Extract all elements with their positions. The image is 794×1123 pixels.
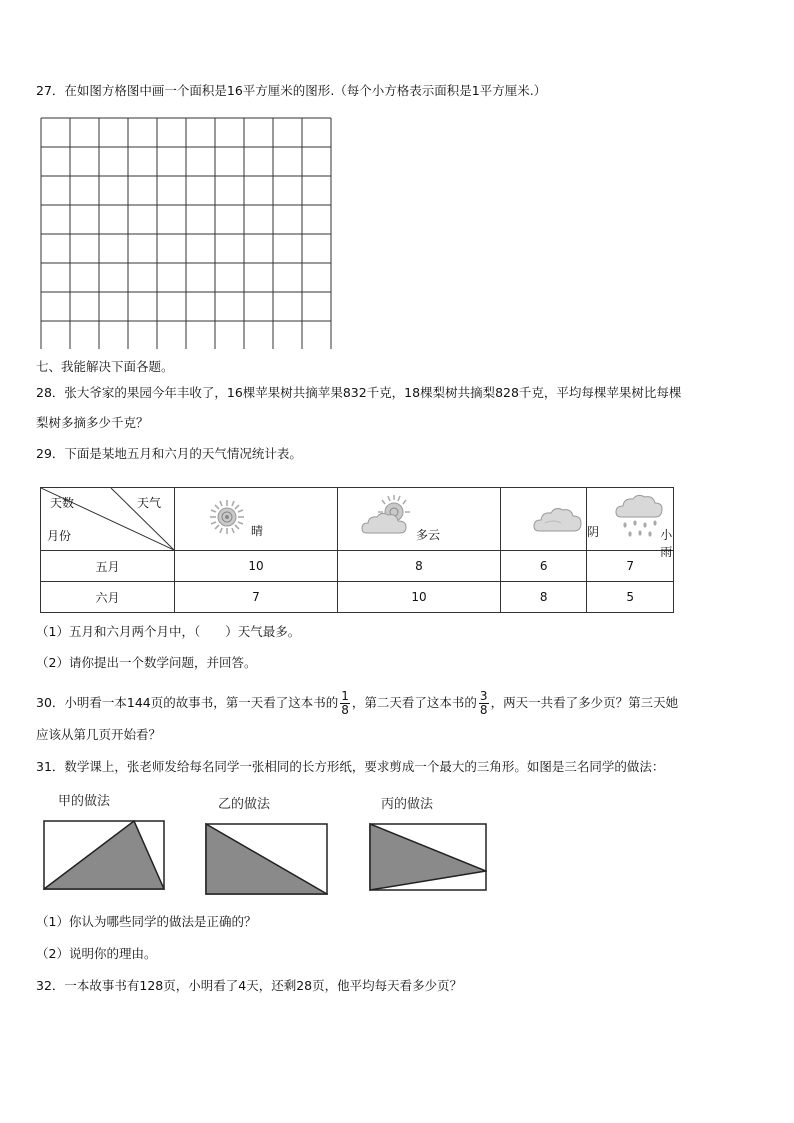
month-cell: 五月	[41, 551, 175, 582]
value-cell: 10	[175, 551, 338, 582]
fraction-three-eighths	[479, 690, 489, 717]
question-30-text-b: ，第二天看了这本书的	[351, 695, 477, 710]
value-cell: 7	[175, 582, 338, 613]
question-27: 27．在如图方格图中画一个面积是16平方厘米的图形.（每个小方格表示面积是1平方厘米.）	[36, 83, 547, 98]
question-30-line1	[36, 690, 678, 717]
grid-lines	[40, 117, 332, 349]
method-label-yi: 乙的做法	[218, 797, 271, 812]
sun-icon	[209, 499, 245, 535]
weather-label-partly-cloudy: 多云	[415, 528, 440, 542]
weather-header-overcast	[500, 488, 599, 551]
value-cell: 5	[587, 582, 674, 613]
value-cell: 7	[587, 551, 674, 582]
value-cell: 8	[337, 551, 500, 582]
question-31: 31．数学课上，张老师发给每名同学一张相同的长方形纸，要求剪成一个最大的三角形。如图是三名同学的做法：	[36, 759, 665, 774]
fraction-denominator: 8	[341, 703, 349, 717]
question-29-part1: （1）五月和六月两个月中，（ ）天气最多。	[36, 624, 301, 639]
figure-yi	[205, 823, 328, 895]
weather-header-sunny	[175, 488, 338, 551]
question-30-text-c: ，两天一共看了多少页？第三天她	[490, 695, 679, 710]
weather-header-partly-cloudy	[337, 488, 500, 551]
weather-header-light-rain	[587, 488, 674, 559]
fraction-denominator: 8	[479, 703, 488, 717]
fraction-one-eighth	[340, 690, 350, 717]
fraction-numerator: 1	[341, 689, 349, 703]
weather-label-overcast: 阴	[586, 525, 599, 539]
table-corner-header	[41, 488, 175, 551]
rain-icon	[615, 493, 663, 541]
figure-bing	[369, 823, 487, 891]
table-row-june	[41, 582, 674, 613]
value-cell: 8	[500, 582, 587, 613]
question-28-line1: 28．张大爷家的果园今年丰收了，16棵苹果树共摘苹果832千克，18棵梨树共摘梨828千克，平均每棵苹果树比每棵	[36, 385, 682, 400]
method-label-bing: 丙的做法	[381, 797, 434, 812]
method-label-jia: 甲的做法	[58, 794, 111, 809]
fraction-numerator: 3	[479, 689, 488, 703]
weather-label-sunny: 晴	[251, 524, 264, 538]
question-32: 32．一本故事书有128页，小明看了4天，还剩28页，他平均每天看多少页？	[36, 978, 463, 993]
question-29: 29．下面是某地五月和六月的天气情况统计表。	[36, 446, 302, 461]
value-cell: 10	[337, 582, 500, 613]
partly-cloudy-icon	[360, 493, 420, 537]
question-30-line2: 应该从第几页开始看？	[36, 727, 162, 742]
month-cell: 六月	[41, 582, 175, 613]
corner-days-label: 天数	[50, 496, 75, 510]
figure-jia	[43, 820, 165, 890]
cloud-icon	[533, 501, 583, 535]
square-grid[interactable]	[40, 117, 332, 349]
section-7-heading: 七、我能解决下面各题。	[36, 359, 174, 374]
question-31-part1: （1）你认为哪些同学的做法是正确的？	[36, 914, 257, 929]
weather-table	[40, 487, 674, 613]
table-row-may	[41, 551, 674, 582]
question-29-part2: （2）请你提出一个数学问题，并回答。	[36, 655, 257, 670]
question-28-line2: 梨树多摘多少千克？	[36, 415, 149, 430]
corner-weather-label: 天气	[136, 496, 161, 510]
corner-month-label: 月份	[47, 529, 72, 543]
question-31-part2: （2）说明你的理由。	[36, 946, 157, 961]
weather-label-light-rain: 小雨	[660, 528, 673, 559]
value-cell: 6	[500, 551, 587, 582]
question-30-text-a: 30．小明看一本144页的故事书，第一天看了这本书的	[36, 695, 339, 710]
